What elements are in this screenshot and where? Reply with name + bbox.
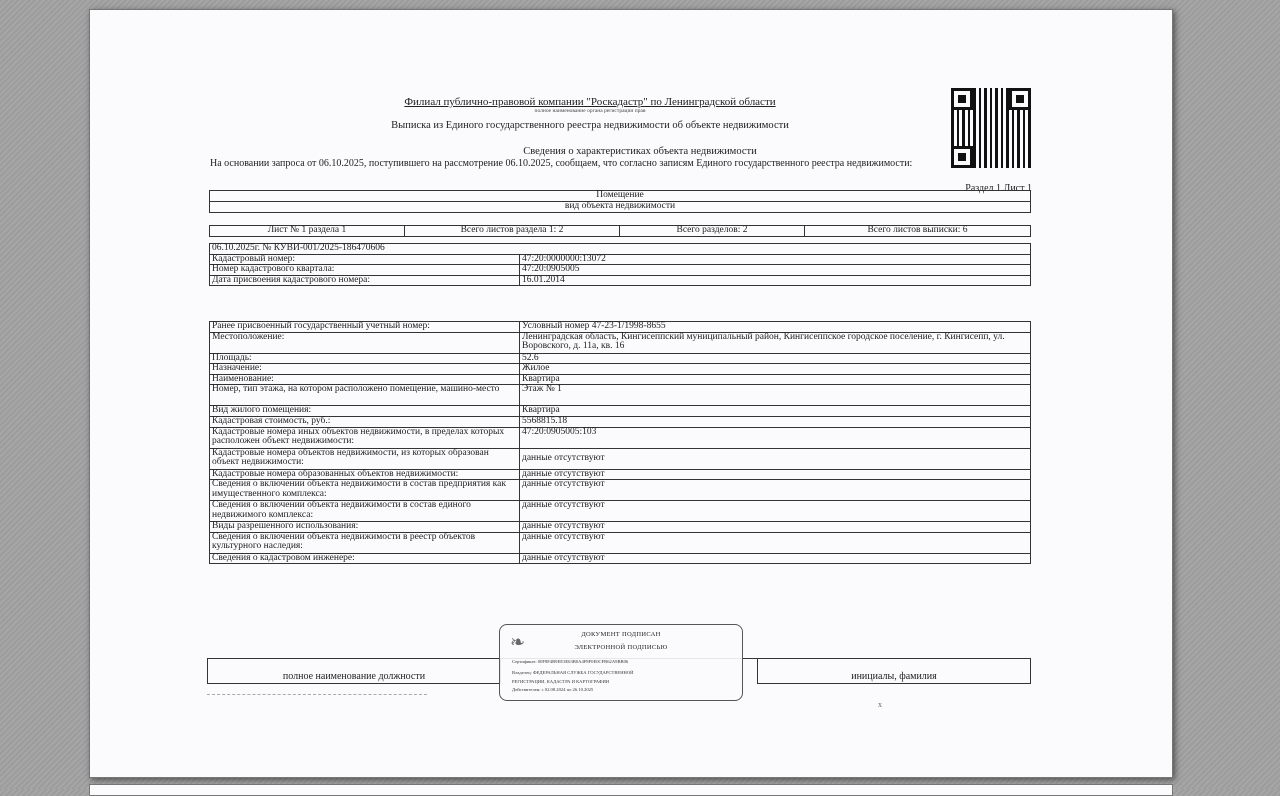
ids-table — [209, 243, 1031, 286]
detail-label: Сведения о включении объекта недвижимости в реестр объектов культурного наследия: — [210, 532, 520, 553]
detail-value: 5568815.18 — [520, 416, 1031, 427]
detail-value: данные отсутствуют — [520, 532, 1031, 553]
sheets-total: Всего листов выписки: 6 — [805, 226, 1031, 237]
object-type-table — [209, 190, 1031, 213]
id-value: 47:20:0905005 — [520, 265, 1031, 276]
detail-value: Этаж № 1 — [520, 385, 1031, 406]
detail-value: 52.6 — [520, 353, 1031, 364]
digital-signature-stamp — [499, 624, 743, 701]
detail-label: Ранее присвоенный государственный учетный номер: — [210, 322, 520, 333]
table-row — [210, 275, 1031, 286]
table-row — [210, 322, 1031, 333]
detail-value: Условный номер 47-23-1/1998-8655 — [520, 322, 1031, 333]
id-value: 16.01.2014 — [520, 275, 1031, 286]
table-row — [210, 416, 1031, 427]
detail-label: Номер, тип этажа, на котором расположено помещение, машино-место — [210, 385, 520, 406]
table-row — [210, 448, 1031, 469]
name-caption: инициалы, фамилия — [851, 671, 937, 682]
section-title: Сведения о характеристиках объекта недвижимости — [523, 146, 757, 157]
position-caption: полное наименование должности — [282, 671, 426, 682]
detail-label: Кадастровые номера образованных объектов недвижимости: — [210, 469, 520, 480]
detail-value: данные отсутствуют — [520, 553, 1031, 564]
table-row — [210, 501, 1031, 522]
detail-label: Кадастровые номера объектов недвижимости, из которых образован объект недвижимости: — [210, 448, 520, 469]
stamp-owner-2: РЕГИСТРАЦИИ, КАДАСТРА И КАРТОГРАФИИ — [512, 679, 610, 684]
detail-label: Наименование: — [210, 374, 520, 385]
sections-total: Всего разделов: 2 — [620, 226, 805, 237]
coat-of-arms-icon: ❧ — [510, 632, 526, 652]
detail-value: данные отсутствуют — [520, 469, 1031, 480]
object-type-caption: вид объекта недвижимости — [210, 202, 1031, 213]
detail-label: Кадастровые номера иных объектов недвижимости, в пределах которых расположен объект недвижимости: — [210, 427, 520, 448]
table-row — [210, 522, 1031, 533]
detail-label: Кадастровая стоимость, руб.: — [210, 416, 520, 427]
divider — [207, 694, 427, 695]
detail-value: данные отсутствуют — [520, 480, 1031, 501]
basis-text: На основании запроса от 06.10.2025, поступившего на рассмотрение 06.10.2025, сообщаем, что согласно записям Единого государственного реестра недвижимости: — [210, 158, 913, 169]
stamp-cert: Сертификат: 00F8F4B9EE3E63B0A4F8F0E0CFB62A9BB06 — [512, 659, 629, 664]
detail-value: Ленинградская область, Кингисеппский муниципальный район, Кингисеппское городское поселение, г. Кингисепп, ул. Воровского, д. 11а, кв. 16 — [520, 332, 1031, 353]
table-row — [210, 254, 1031, 265]
id-label: Дата присвоения кадастрового номера: — [210, 275, 520, 286]
qr-code-icon — [951, 88, 1031, 168]
detail-value: данные отсутствуют — [520, 522, 1031, 533]
stamp-valid: Действителен: с 02.08.2024 по 26.10.2025 — [512, 687, 594, 692]
table-row — [210, 332, 1031, 353]
object-type: Помещение — [210, 191, 1031, 202]
detail-label: Сведения о включении объекта недвижимости в состав единого недвижимого комплекса: — [210, 501, 520, 522]
detail-value: данные отсутствуют — [520, 448, 1031, 469]
table-row — [210, 364, 1031, 375]
table-row — [210, 553, 1031, 564]
detail-value: 47:20:0905005:103 — [520, 427, 1031, 448]
sheet-info-row — [209, 225, 1031, 237]
detail-label: Сведения о кадастровом инженере: — [210, 553, 520, 564]
table-row — [210, 385, 1031, 406]
document-title: Выписка из Единого государственного реестра недвижимости об объекте недвижимости — [391, 120, 789, 131]
detail-label: Виды разрешенного использования: — [210, 522, 520, 533]
position-field — [207, 658, 501, 684]
table-row — [210, 532, 1031, 553]
table-row — [210, 374, 1031, 385]
stamp-line-1: ДОКУМЕНТ ПОДПИСАН — [581, 631, 661, 638]
detail-label: Вид жилого помещения: — [210, 406, 520, 417]
sheet-number: Лист № 1 раздела 1 — [210, 226, 405, 237]
stamp-line-2: ЭЛЕКТРОННОЙ ПОДПИСЬЮ — [574, 644, 668, 651]
table-row — [210, 480, 1031, 501]
section-sheet-label: Раздел 1 Лист 1 — [965, 183, 1032, 194]
table-row — [210, 406, 1031, 417]
sheets-in-section: Всего листов раздела 1: 2 — [405, 226, 620, 237]
detail-value: Квартира — [520, 406, 1031, 417]
table-row — [210, 427, 1031, 448]
id-label: Кадастровый номер: — [210, 254, 520, 265]
id-label: Номер кадастрового квартала: — [210, 265, 520, 276]
footer-mark: x — [878, 700, 882, 709]
org-name: Филиал публично-правовой компании "Роскадастр" по Ленинградской области — [404, 96, 776, 108]
table-row — [210, 353, 1031, 364]
detail-label: Сведения о включении объекта недвижимости в состав предприятия как имущественного комплекса: — [210, 480, 520, 501]
table-row — [210, 265, 1031, 276]
document-page — [89, 9, 1173, 778]
detail-value: данные отсутствуют — [520, 501, 1031, 522]
id-value: 47:20:0000000:13072 — [520, 254, 1031, 265]
detail-value: Жилое — [520, 364, 1031, 375]
next-page-edge — [89, 784, 1173, 796]
detail-label: Назначение: — [210, 364, 520, 375]
detail-label: Местоположение: — [210, 332, 520, 353]
extract-number: 06.10.2025г. № КУВИ-001/2025-186470606 — [210, 244, 1031, 255]
details-table — [209, 321, 1031, 564]
org-caption: полное наименование органа регистрации прав — [534, 108, 646, 114]
detail-label: Площадь: — [210, 353, 520, 364]
detail-value: Квартира — [520, 374, 1031, 385]
stamp-owner: Владелец: ФЕДЕРАЛЬНАЯ СЛУЖБА ГОСУДАРСТВЕННОЙ — [512, 670, 634, 675]
name-field — [757, 658, 1031, 684]
